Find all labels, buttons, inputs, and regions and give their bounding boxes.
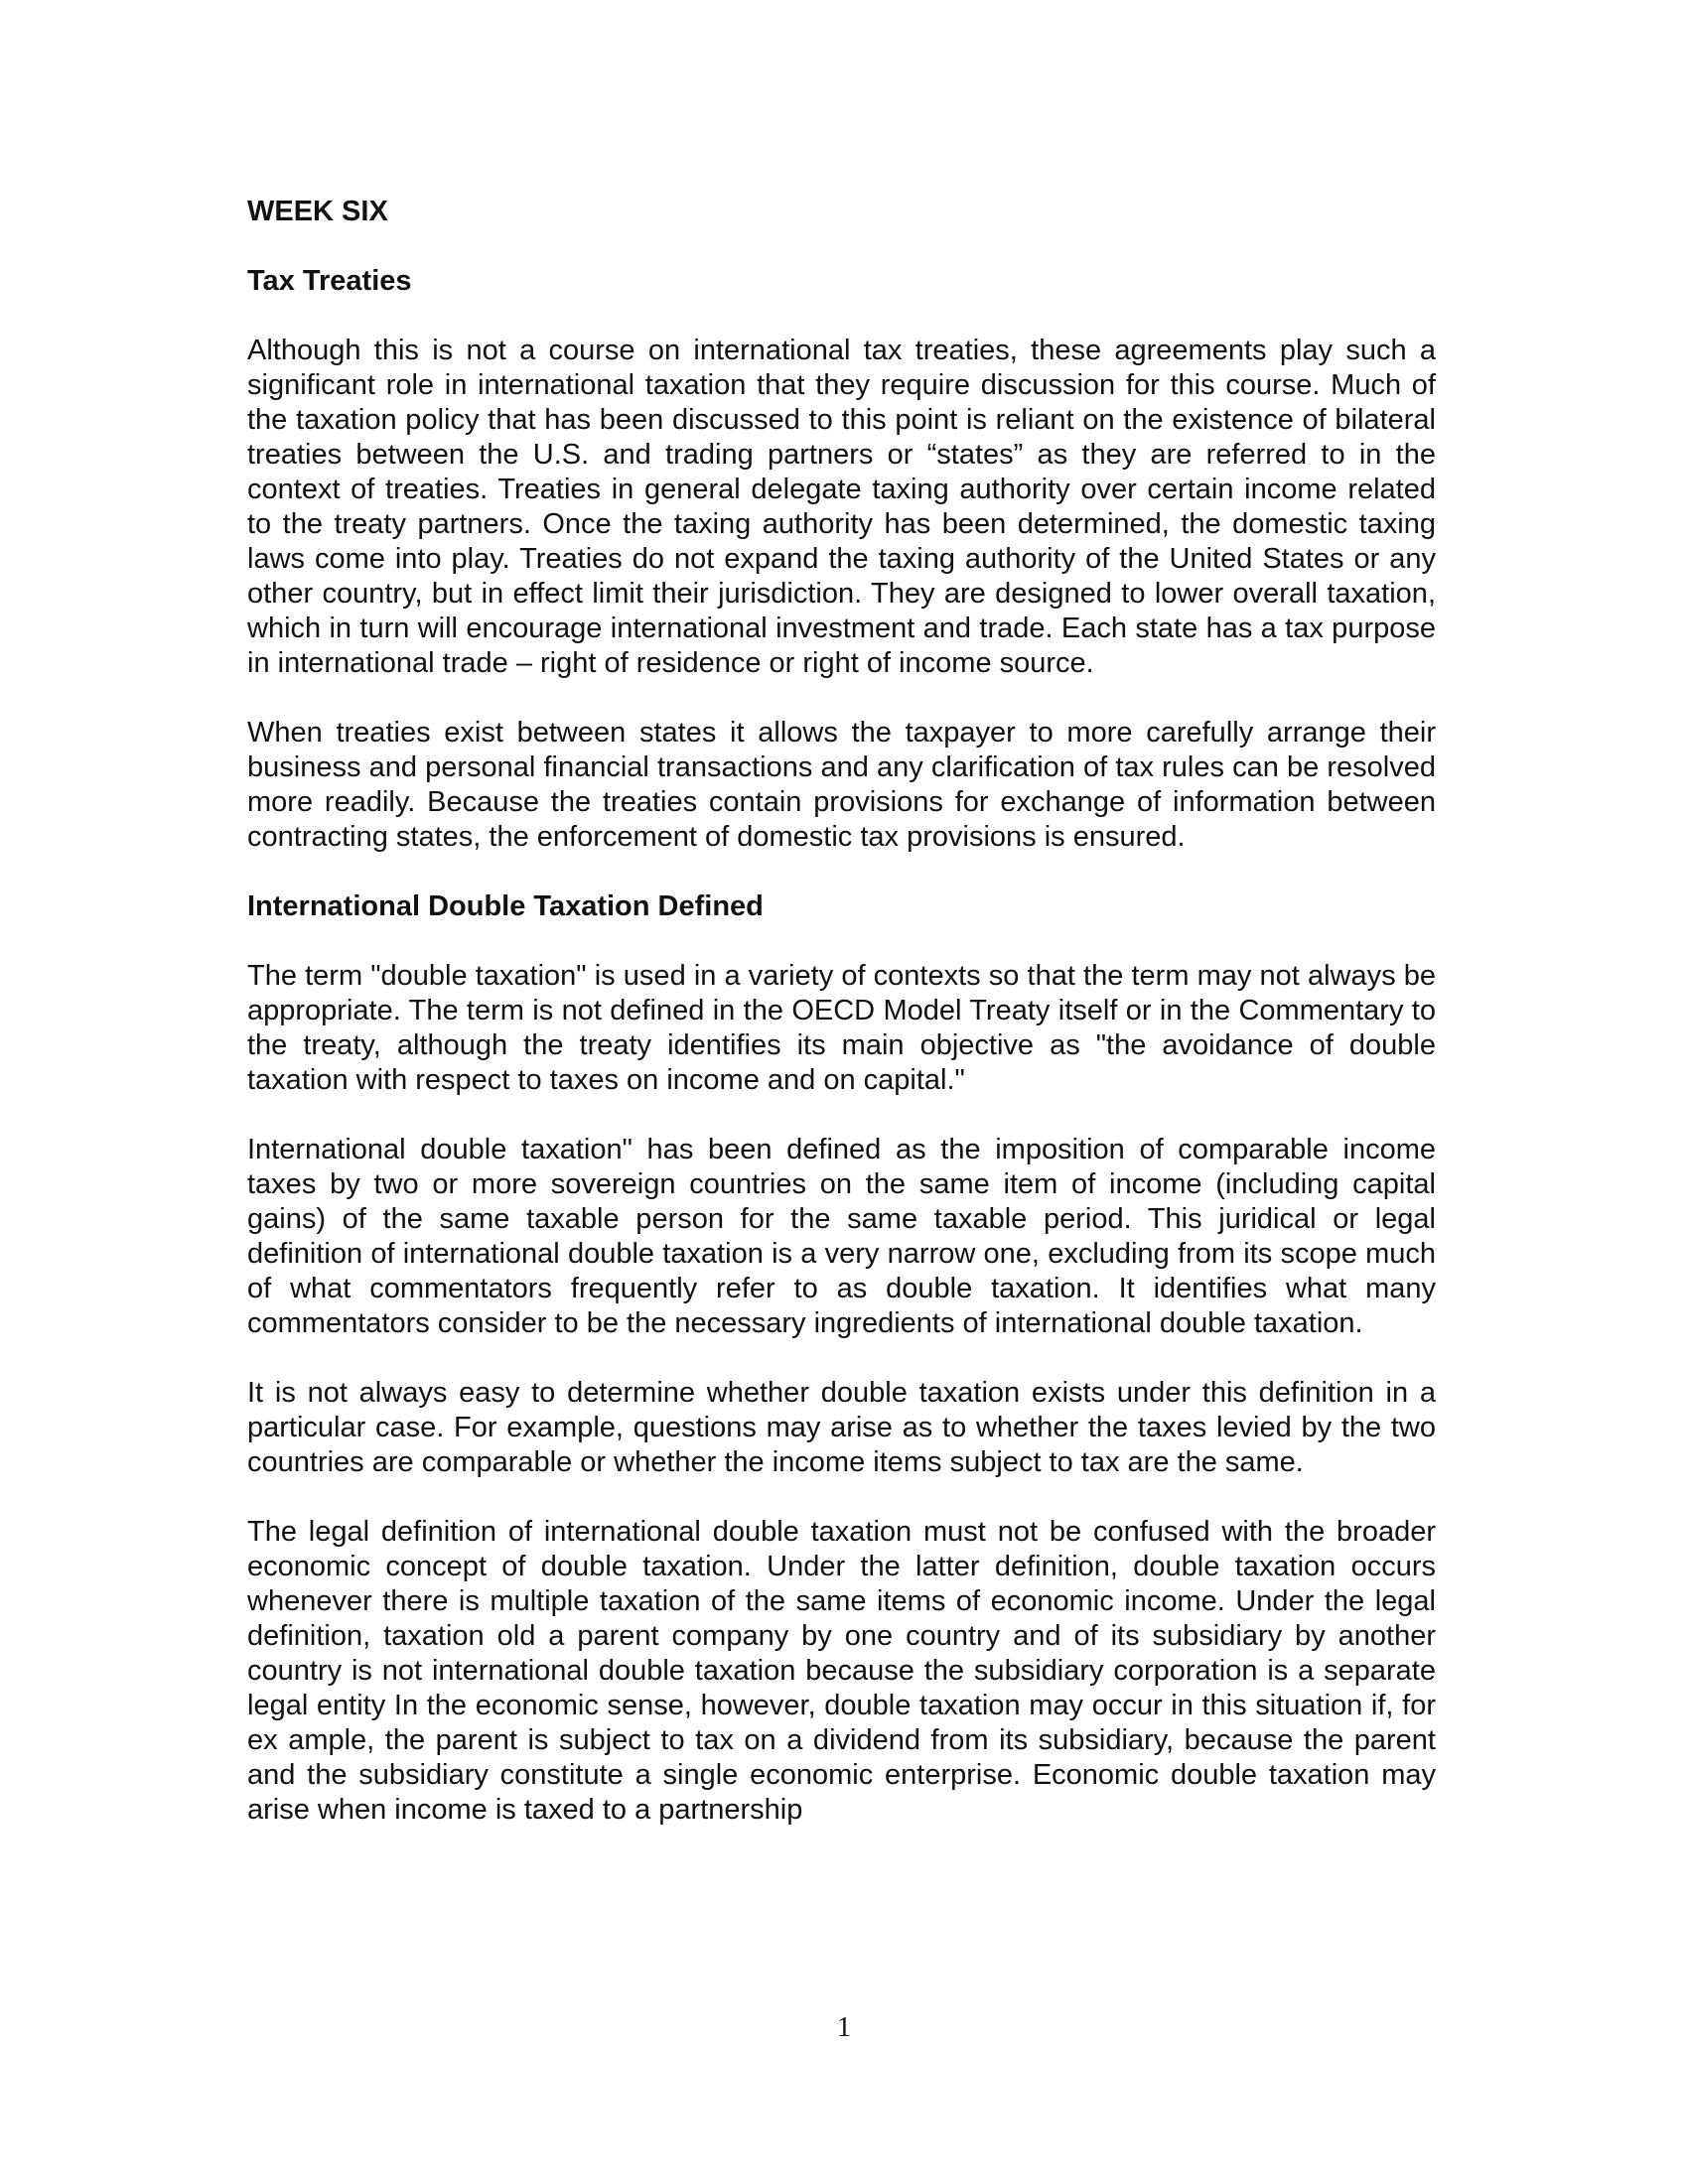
paragraph: International double taxation" has been defined as the imposition of comparable income taxes by two or more sovereign countries on the same item of income (including capital gains) of the same taxable person for the same taxable period. This juridical or legal definition of international double taxation is a very narrow one, excluding from its scope much of what commentators frequently refer to as double taxation. It identifies what many commentators consider to be the necessary ingredients of international double taxation. bbox=[247, 1134, 1436, 1339]
page-title: WEEK SIX bbox=[247, 196, 388, 227]
page-number: 1 bbox=[836, 2011, 852, 2043]
paragraph: The legal definition of international double taxation must not be confused with the broader economic concept of double taxation. Under the latter definition, double taxation occurs whenever there is multiple taxation of the same items of economic income. Under the legal definition, taxation old a parent company by one country and of its subsidiary by another country is not international double taxation because the subsidiary corporation is a separate legal entity In the economic sense, however, double taxation may occur in this situation if, for ex ample, the parent is subject to tax on a dividend from its subsidiary, because the parent and the subsidiary constitute a single economic enterprise. Economic double taxation may arise when income is taxed to a partnership bbox=[247, 1516, 1436, 1826]
paragraph: Although this is not a course on international tax treaties, these agreements play such a significant role in international taxation that they require discussion for this course. Much of the taxation policy that has been discussed to this point is reliant on the existence of bilateral treaties between the U.S. and trading partners or “states” as they are referred to in the context of treaties. Treaties in general delegate taxing authority over certain income related to the treaty partners. Once the taxing authority has been determined, the domestic taxing laws come into play. Treaties do not expand the taxing authority of the United States or any other country, but in effect limit their jurisdiction. They are designed to lower overall taxation, which in turn will encourage international investment and trade. Each state has a tax purpose in international trade – right of residence or right of income source. bbox=[247, 335, 1436, 679]
page-content bbox=[247, 195, 1436, 1862]
section-heading-double-taxation: International Double Taxation Defined bbox=[247, 890, 764, 922]
paragraph: When treaties exist between states it allows the taxpayer to more carefully arrange their business and personal financial transactions and any clarification of tax rules can be resolved more readily. Because the treaties contain provisions for exchange of information between contracting states, the enforcement of domestic tax provisions is ensured. bbox=[247, 717, 1436, 853]
paragraph: The term "double taxation" is used in a variety of contexts so that the term may not always be appropriate. The term is not defined in the OECD Model Treaty itself or in the Commentary to the treaty, although the treaty identifies its main objective as "the avoidance of double taxation with respect to taxes on income and on capital." bbox=[247, 960, 1436, 1096]
section-heading-tax-treaties: Tax Treaties bbox=[247, 265, 412, 297]
paragraph: It is not always easy to determine whether double taxation exists under this definition in a particular case. For example, questions may arise as to whether the taxes levied by the two countries are comparable or whether the income items subject to tax are the same. bbox=[247, 1377, 1436, 1478]
